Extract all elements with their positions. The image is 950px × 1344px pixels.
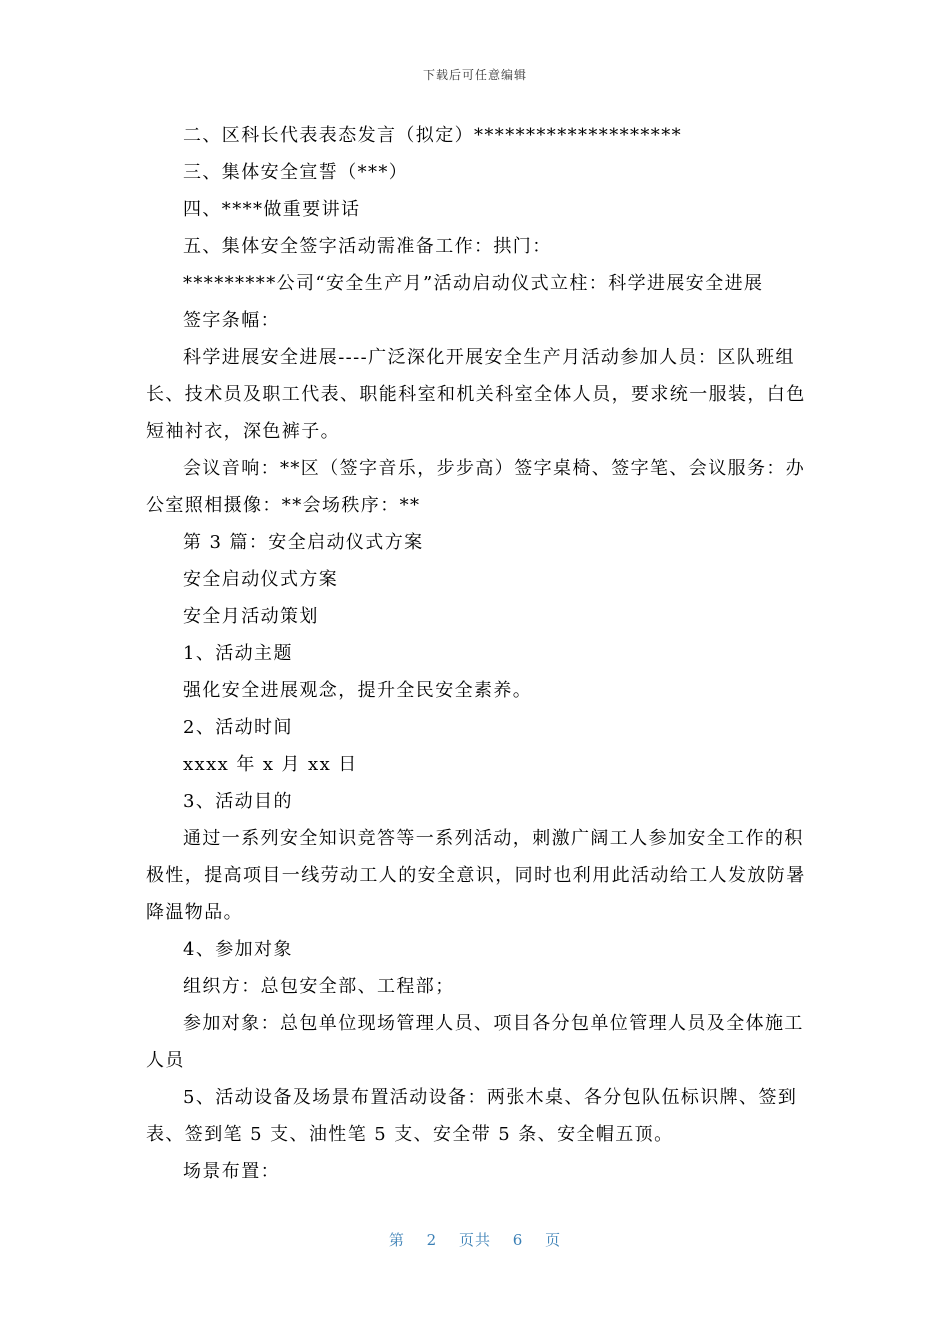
paragraph: 安全月活动策划 [183, 606, 319, 627]
paragraph: 场景布置： [183, 1161, 280, 1182]
page-number: 第 2 页共 6 页 [388, 1231, 562, 1249]
paragraph: 二、区科长代表表态发言（拟定）******************** [183, 125, 682, 146]
paragraph: 参加对象：总包单位现场管理人员、项目各分包单位管理人员及全体施工人员 [146, 1013, 804, 1071]
header-note: 下载后可任意编辑 [422, 68, 527, 82]
paragraph: 4、参加对象 [183, 939, 293, 960]
paragraph: 三、集体安全宣誓（***） [183, 162, 409, 183]
paragraph: 四、****做重要讲话 [183, 199, 361, 220]
paragraph: 1、活动主题 [183, 643, 293, 664]
paragraph: 五、集体安全签字活动需准备工作：拱门： [183, 236, 552, 257]
paragraph: 科学进展安全进展----广泛深化开展安全生产月活动参加人员：区队班组长、技术员及职工代表、职能科室和机关科室全体人员，要求统一服装，白色短袖衬衣，深色裤子。 [146, 347, 806, 442]
paragraph: *********公司“安全生产月”活动启动仪式立柱：科学进展安全进展 [183, 273, 764, 294]
paragraph: 通过一系列安全知识竞答等一系列活动，刺激广阔工人参加安全工作的积极性，提高项目一线劳动工人的安全意识，同时也利用此活动给工人发放防暑降温物品。 [146, 828, 806, 923]
paragraph: 会议音响：**区（签字音乐，步步高）签字桌椅、签字笔、会议服务：办公室照相摄像：**会场秩序：** [146, 458, 806, 516]
paragraph: 签字条幅： [183, 310, 280, 331]
paragraph: 3、活动目的 [183, 791, 293, 812]
section-title: 第 3 篇：安全启动仪式方案 [183, 532, 424, 553]
paragraph: 强化安全进展观念，提升全民安全素养。 [183, 680, 533, 701]
document-body [146, 117, 806, 1190]
paragraph: 5、活动设备及场景布置活动设备：两张木桌、各分包队伍标识牌、签到表、签到笔 5 支、油性笔 5 支、安全带 5 条、安全帽五顶。 [146, 1087, 798, 1145]
paragraph: 安全启动仪式方案 [183, 569, 339, 590]
paragraph: xxxx 年 x 月 xx 日 [183, 754, 358, 775]
paragraph: 2、活动时间 [183, 717, 293, 738]
paragraph: 组织方：总包安全部、工程部； [183, 976, 455, 997]
